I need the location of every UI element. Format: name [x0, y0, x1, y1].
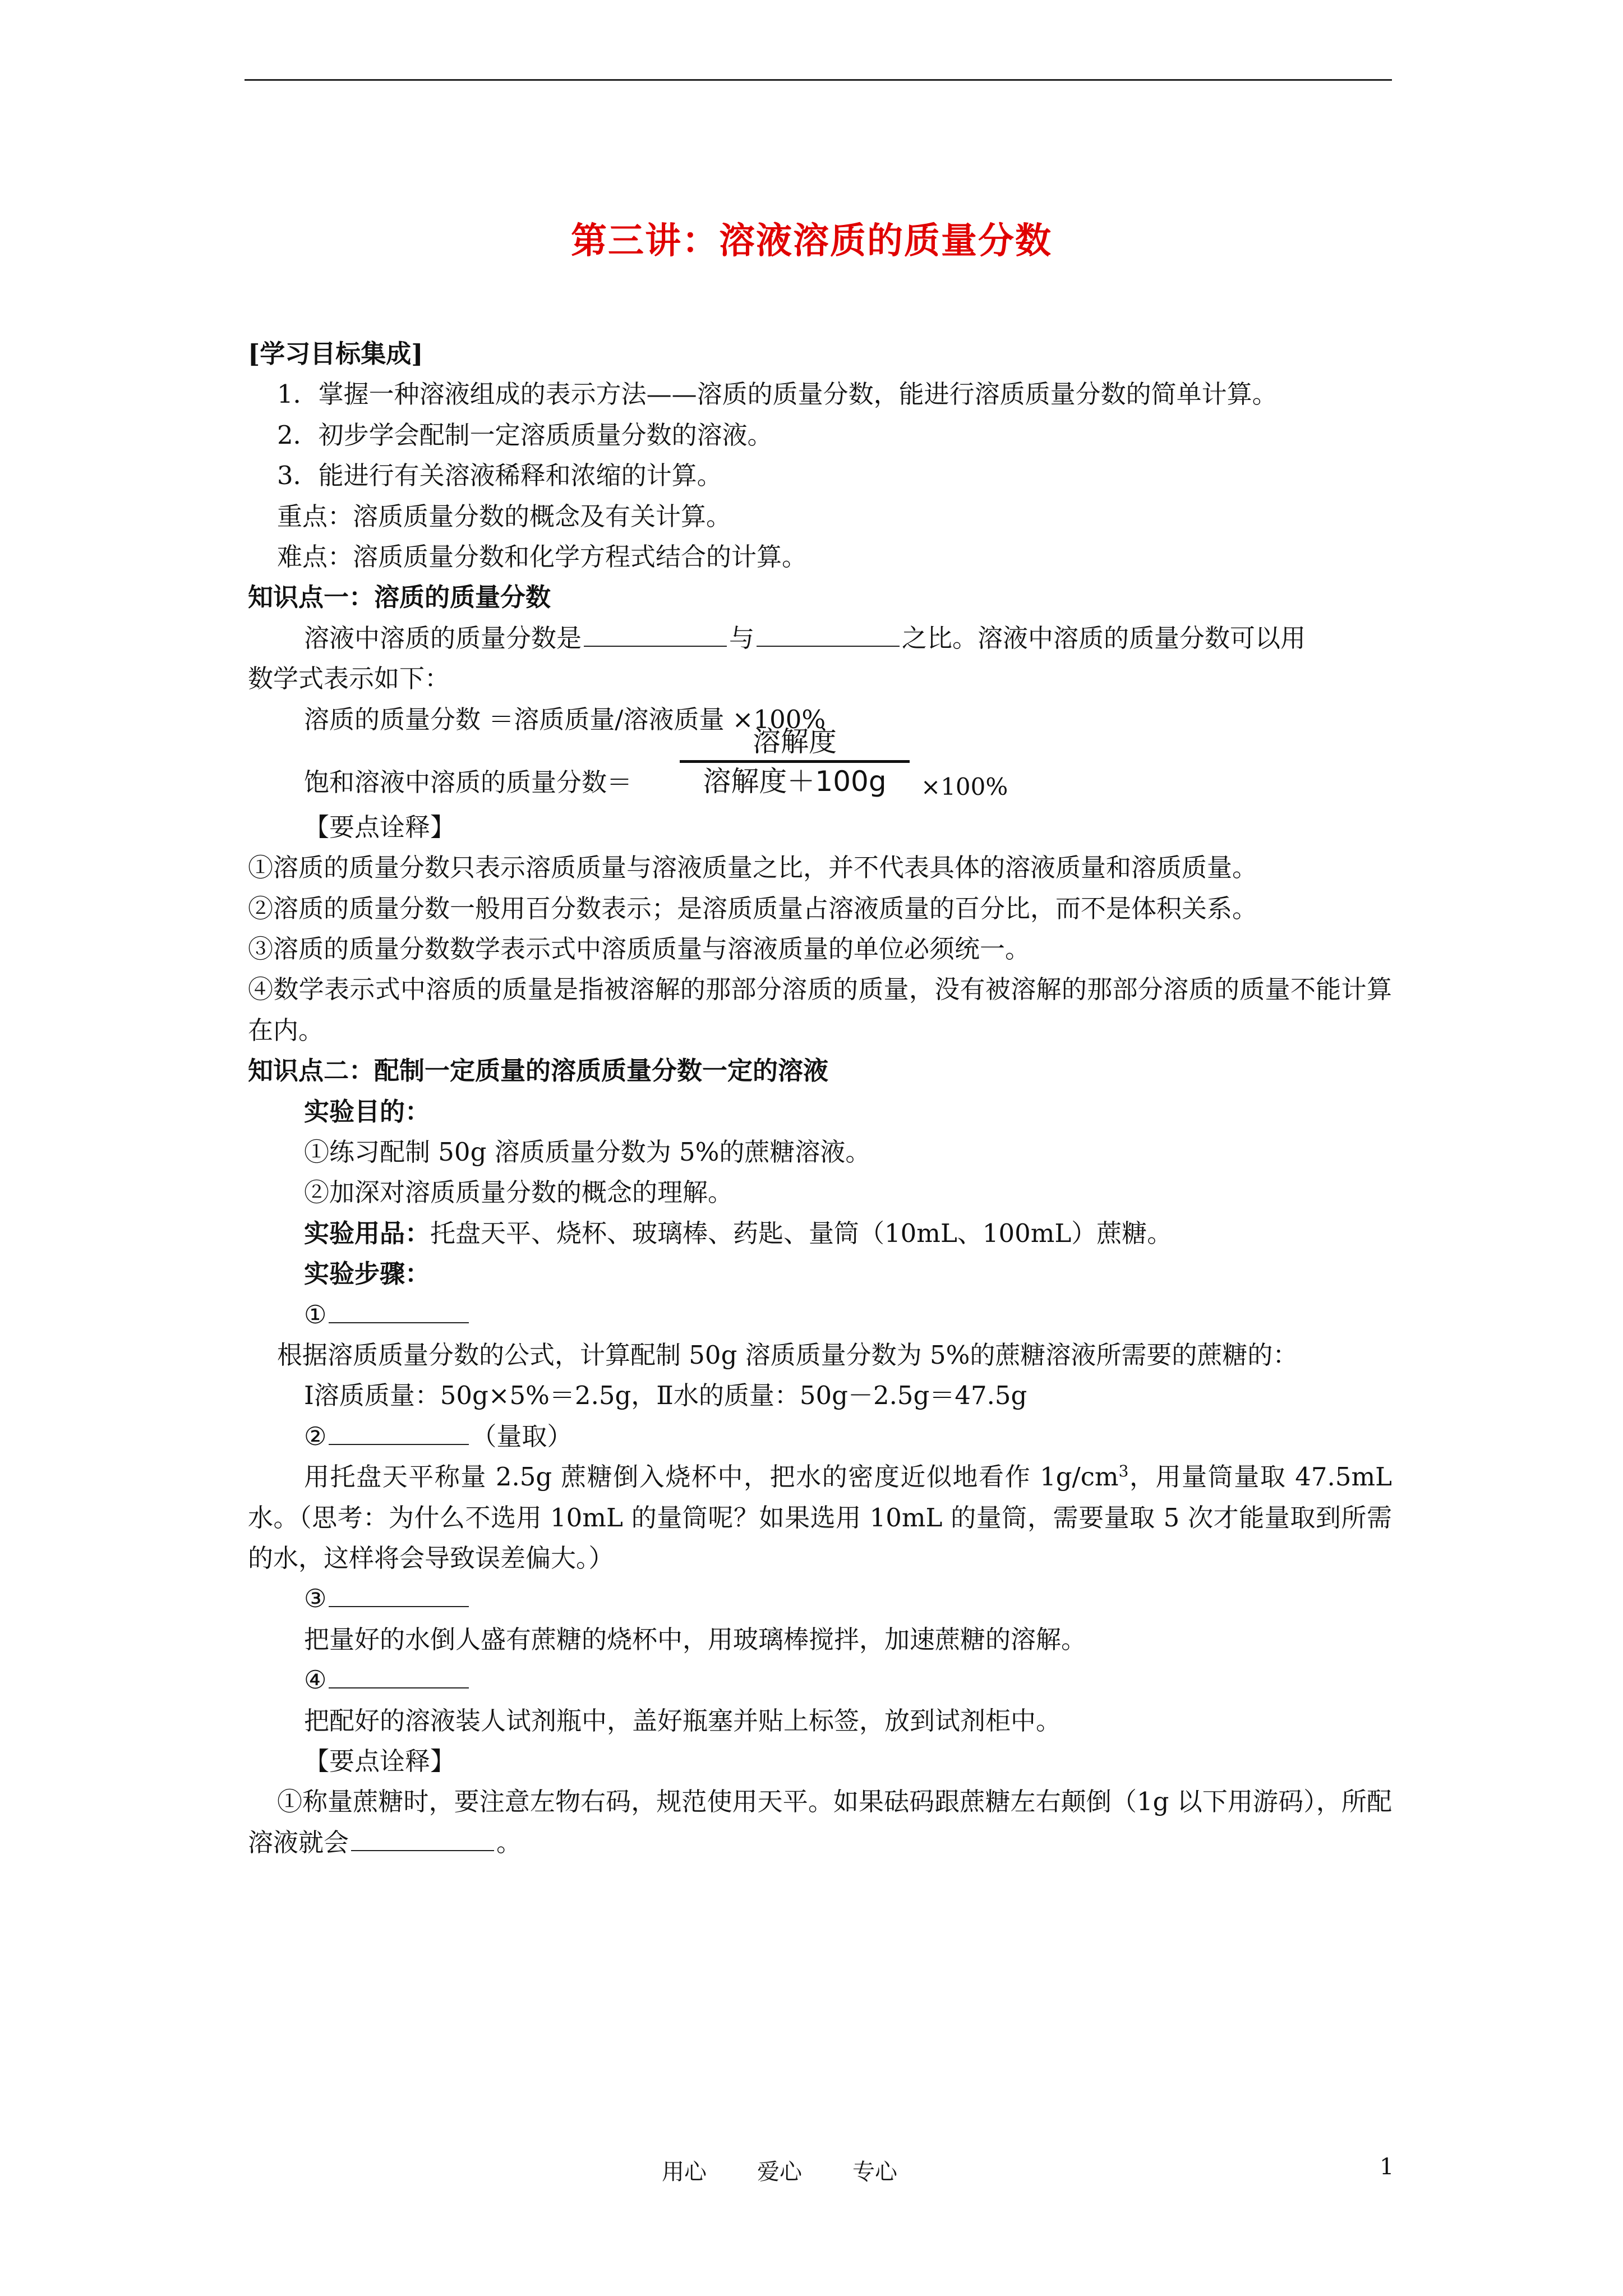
purpose-item-2: ②加深对溶质质量分数的概念的理解。 — [304, 1177, 734, 1208]
formula-saturated-prefix: 饱和溶液中溶质的质量分数＝ — [304, 767, 633, 797]
document-body — [248, 334, 1392, 1863]
fraction-numerator: 溶解度 — [753, 725, 837, 758]
footer-word-2: 爱心 — [757, 2159, 802, 2185]
step3-text: 把量好的水倒人盛有蔗糖的烧杯中，用玻璃棒搅拌，加速蔗糖的溶解。 — [304, 1624, 1087, 1654]
knowledge2-heading: 知识点二：配制一定质量的溶质质量分数一定的溶液 — [248, 1056, 829, 1086]
footer-words — [662, 2154, 948, 2186]
knowledge1-heading: 知识点一：溶质的质量分数 — [248, 582, 551, 613]
note-item-1: ①溶质的质量分数只表示溶质质量与溶液质量之比，并不代表具体的溶液质量和溶质质量。 — [248, 853, 1258, 883]
definition-line — [248, 618, 1392, 659]
steps-label: 实验步骤： — [304, 1259, 431, 1289]
note-item-4: ④数学表示式中溶质的质量是指被溶解的那部分溶质的质量，没有被溶解的那部分溶质的质量不能计算在内。 — [248, 974, 1392, 1045]
formula-saturated-suffix: ×100% — [921, 772, 1008, 800]
blank-field — [329, 1665, 469, 1688]
step1-marker: ① — [304, 1299, 327, 1329]
step1-calc: Ⅰ溶质质量：50g×5%＝2.5g，Ⅱ水的质量：50g－2.5g＝47.5g — [304, 1381, 1027, 1411]
page-title: 第三讲：溶液溶质的质量分数 — [571, 220, 1052, 262]
note-item-3: ③溶质的质量分数数学表示式中溶质质量与溶液质量的单位必须统一。 — [248, 934, 1031, 964]
definition-part1: 溶液中溶质的质量分数是 — [304, 623, 582, 653]
fraction-denominator: 溶解度＋100g — [680, 760, 910, 800]
step2-text-b: ，用量筒量取 47.5mL 水。（思考：为什么不选用 10mL 的量筒呢？如果选用 10mL 的量筒，需要量取 5 次才能量取到所需的水，这样将会导致误差偏大。） — [248, 1462, 1392, 1573]
definition-line2: 数学式表示如下： — [248, 664, 450, 694]
difficult-point: 难点：溶质质量分数和化学方程式结合的计算。 — [277, 541, 808, 572]
note2-item-1 — [248, 1782, 1392, 1863]
goal-item-2: 2．初步学会配制一定溶质质量分数的溶液。 — [277, 420, 773, 450]
notes2-heading: 【要点诠释】 — [304, 1746, 456, 1776]
goals-heading: [学习目标集成] — [248, 339, 423, 369]
page-number: 1 — [1380, 2154, 1394, 2180]
formula-saturated — [248, 725, 1392, 807]
supplies-label: 实验用品： — [304, 1218, 431, 1248]
purpose-label: 实验目的： — [304, 1096, 431, 1126]
step2-text — [248, 1457, 1392, 1579]
definition-part3: 之比。溶液中溶质的质量分数可以用 — [902, 623, 1306, 653]
step2-line — [248, 1416, 1392, 1457]
goal-item-3: 3．能进行有关溶液稀释和浓缩的计算。 — [277, 461, 722, 491]
header-rule — [245, 79, 1392, 81]
blank-field — [584, 623, 727, 647]
step2-superscript: 3 — [1118, 1462, 1129, 1481]
fraction — [680, 723, 910, 800]
step1-text: 根据溶质质量分数的公式，计算配制 50g 溶质质量分数为 5%的蔗糖溶液所需要的蔗糖的： — [277, 1340, 1298, 1370]
step4-line — [248, 1660, 1392, 1700]
definition-part2: 与 — [729, 623, 755, 653]
footer-word-3: 专心 — [852, 2159, 897, 2185]
blank-field — [351, 1828, 494, 1851]
formula-mass-fraction: 溶质的质量分数 ＝溶质质量/溶液质量 ×100% — [304, 704, 826, 734]
footer-word-1: 用心 — [662, 2159, 707, 2185]
step3-line — [248, 1579, 1392, 1619]
step2-text-a: 用托盘天平称量 2.5g 蔗糖倒入烧杯中，把水的密度近似地看作 1g/cm — [304, 1462, 1119, 1492]
step4-marker: ④ — [304, 1665, 327, 1695]
notes1-heading: 【要点诠释】 — [304, 812, 456, 842]
step2-suffix: （量取） — [471, 1421, 573, 1451]
note2-item-1-end: 。 — [496, 1827, 522, 1857]
blank-field — [329, 1300, 469, 1323]
blank-field — [757, 623, 900, 647]
blank-field — [329, 1584, 469, 1607]
purpose-item-1: ①练习配制 50g 溶质质量分数为 5%的蔗糖溶液。 — [304, 1137, 871, 1167]
key-point: 重点：溶质质量分数的概念及有关计算。 — [277, 501, 732, 531]
note-item-2: ②溶质的质量分数一般用百分数表示；是溶质质量占溶液质量的百分比，而不是体积关系。 — [248, 893, 1258, 923]
goal-item-1: 1．掌握一种溶液组成的表示方法——溶质的质量分数，能进行溶质质量分数的简单计算。 — [277, 379, 1278, 409]
step3-marker: ③ — [304, 1584, 327, 1614]
supplies-text: 托盘天平、烧杯、玻璃棒、药匙、量筒（10mL、100mL）蔗糖。 — [430, 1218, 1173, 1248]
blank-field — [329, 1421, 469, 1445]
note2-item-1-text: ①称量蔗糖时，要注意左物右码，规范使用天平。如果砝码跟蔗糖左右颠倒（1g 以下用游码），所配溶液就会 — [248, 1787, 1392, 1857]
step4-text: 把配好的溶液装人试剂瓶中，盖好瓶塞并贴上标签，放到试剂柜中。 — [304, 1705, 1062, 1736]
supplies-line — [248, 1213, 1392, 1254]
step2-marker: ② — [304, 1421, 327, 1451]
step1-line — [248, 1295, 1392, 1335]
